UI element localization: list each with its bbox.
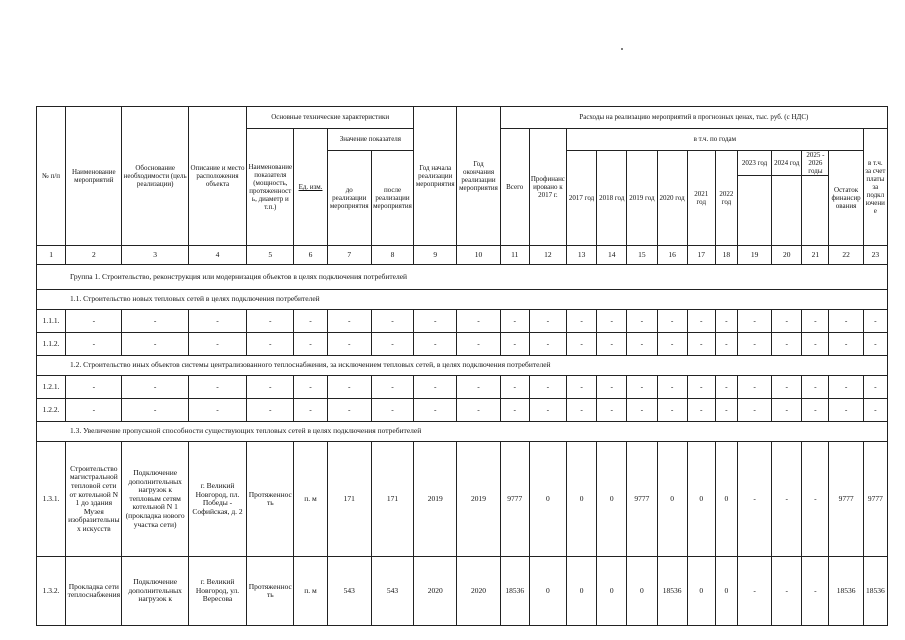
dash-cell: - — [567, 310, 597, 333]
table-row — [37, 557, 888, 626]
row-value-before: 171 — [327, 442, 371, 557]
dash-cell: - — [597, 399, 627, 422]
dash-cell: - — [327, 376, 371, 399]
header-year-2018: 2018 год — [597, 151, 627, 246]
dash-cell: - — [715, 399, 737, 422]
dash-cell: - — [657, 310, 687, 333]
dash-cell: - — [529, 310, 566, 333]
row-year-end: 2020 — [457, 557, 500, 626]
dash-cell: - — [414, 399, 457, 422]
table-row — [37, 399, 888, 422]
dash-cell: - — [529, 399, 566, 422]
dash-cell: - — [457, 399, 500, 422]
row-num: 1.1.1. — [37, 310, 66, 333]
row-remaining: 9777 — [829, 442, 863, 557]
row-year-end: 2019 — [457, 442, 500, 557]
table-row — [37, 442, 888, 557]
section-row — [37, 356, 888, 376]
row-2025-2026: - — [802, 442, 829, 557]
dash-cell: - — [715, 310, 737, 333]
column-number: 20 — [772, 246, 802, 265]
row-2023: - — [737, 557, 771, 626]
column-number: 7 — [327, 246, 371, 265]
dash-cell: - — [66, 310, 122, 333]
dash-cell: - — [247, 376, 294, 399]
header-empty-cell — [737, 176, 771, 246]
dash-cell: - — [657, 333, 687, 356]
dash-cell: - — [371, 333, 413, 356]
dash-cell: - — [247, 399, 294, 422]
row-2019: 0 — [627, 557, 657, 626]
dash-cell: - — [863, 399, 887, 422]
dash-cell: - — [414, 333, 457, 356]
dash-cell: - — [627, 310, 657, 333]
dash-cell: - — [122, 399, 188, 422]
dash-cell: - — [500, 333, 529, 356]
row-incl-fees: 18536 — [863, 557, 887, 626]
row-total: 9777 — [500, 442, 529, 557]
row-2020: 0 — [657, 442, 687, 557]
header-expenses: Расходы на реализацию мероприятий в прогнозных ценах, тыс. руб. (с НДС) — [500, 107, 887, 129]
header-empty-cell — [802, 176, 829, 246]
dash-cell: - — [863, 333, 887, 356]
row-justification: Подключение дополнительных нагрузок к тепловым сетям котельной N 1 (прокладка нового участка сети) — [122, 442, 188, 557]
dash-cell: - — [567, 376, 597, 399]
section-row — [37, 290, 888, 310]
row-value-after: 171 — [371, 442, 413, 557]
dash-cell: - — [122, 333, 188, 356]
dash-cell: - — [597, 333, 627, 356]
column-number: 1 — [37, 246, 66, 265]
column-number: 10 — [457, 246, 500, 265]
dash-cell: - — [627, 376, 657, 399]
dash-cell: - — [371, 376, 413, 399]
dash-cell: - — [737, 399, 771, 422]
dash-cell: - — [529, 333, 566, 356]
header-value-before: до реализации мероприятия — [327, 151, 371, 246]
row-incl-fees: 9777 — [863, 442, 887, 557]
column-number: 9 — [414, 246, 457, 265]
row-2017: 0 — [567, 442, 597, 557]
table-row — [37, 333, 888, 356]
dash-cell: - — [772, 310, 802, 333]
dash-cell: - — [715, 376, 737, 399]
row-location: г. Великий Новгород, ул. Вересова — [188, 557, 246, 626]
header-year-2023: 2023 год — [737, 151, 771, 176]
row-num: 1.2.2. — [37, 399, 66, 422]
dash-cell: - — [863, 310, 887, 333]
column-number: 3 — [122, 246, 188, 265]
dash-cell: - — [66, 399, 122, 422]
row-indicator: Протяженность — [247, 442, 294, 557]
column-number: 15 — [627, 246, 657, 265]
row-num: 1.1.2. — [37, 333, 66, 356]
dash-cell: - — [657, 376, 687, 399]
row-2024: - — [772, 557, 802, 626]
dash-cell: - — [294, 333, 327, 356]
row-name: Строительство магистральной тепловой сети от котельной N 1 до здания Музея изобразительных искусств — [66, 442, 122, 557]
dash-cell: - — [247, 310, 294, 333]
column-number: 6 — [294, 246, 327, 265]
row-indicator: Протяженность — [247, 557, 294, 626]
column-number: 5 — [247, 246, 294, 265]
header-year-2025-2026: 2025 - 2026 годы — [802, 151, 829, 176]
column-number: 18 — [715, 246, 737, 265]
header-num: № п/п — [37, 107, 66, 246]
investment-program-table — [36, 106, 888, 626]
dash-cell: - — [414, 376, 457, 399]
column-number-row — [37, 246, 888, 265]
row-2018: 0 — [597, 557, 627, 626]
header-location: Описание и место расположения объекта — [188, 107, 246, 246]
dash-cell: - — [500, 310, 529, 333]
dash-cell: - — [657, 399, 687, 422]
dash-cell: - — [737, 333, 771, 356]
section-row — [37, 422, 888, 442]
dash-cell: - — [457, 310, 500, 333]
dash-cell: - — [829, 399, 863, 422]
dash-cell: - — [687, 376, 715, 399]
row-2025-2026: - — [802, 557, 829, 626]
dash-cell: - — [829, 310, 863, 333]
dash-cell: - — [567, 333, 597, 356]
dash-cell: - — [737, 310, 771, 333]
dash-cell: - — [371, 399, 413, 422]
header-financed: Профинансировано к 2017 г. — [529, 129, 566, 246]
header-year-end: Год окончания реализации мероприятия — [457, 107, 500, 246]
dash-cell: - — [829, 376, 863, 399]
header-value-after: после реализации мероприятия — [371, 151, 413, 246]
header-name: Наименование мероприятий — [66, 107, 122, 246]
dash-cell: - — [247, 333, 294, 356]
row-value-after: 543 — [371, 557, 413, 626]
row-year-start: 2020 — [414, 557, 457, 626]
row-name: Прокладка сети теплоснабжения — [66, 557, 122, 626]
column-number: 14 — [597, 246, 627, 265]
header-indicator-name: Наименование показателя (мощность, протяженность, диаметр и т.п.) — [247, 129, 294, 246]
column-number: 13 — [567, 246, 597, 265]
dash-cell: - — [122, 376, 188, 399]
dash-cell: - — [802, 333, 829, 356]
row-total: 18536 — [500, 557, 529, 626]
dash-cell: - — [737, 376, 771, 399]
header-by-years: в т.ч. по годам — [567, 129, 864, 151]
header-total: Всего — [500, 129, 529, 246]
section-1-3-title: 1.3. Увеличение пропускной способности существующих тепловых сетей в целях подключения потребителей — [37, 422, 888, 442]
row-num: 1.3.1. — [37, 442, 66, 557]
header-incl-fees: в т.ч. за счет платы за подключение — [863, 129, 887, 246]
dash-cell: - — [597, 310, 627, 333]
row-num: 1.2.1. — [37, 376, 66, 399]
dash-cell: - — [802, 376, 829, 399]
row-location: г. Великий Новгород, пл. Победы - Софийская, д. 2 — [188, 442, 246, 557]
column-number: 17 — [687, 246, 715, 265]
row-2021: 0 — [687, 557, 715, 626]
header-empty-cell — [772, 176, 802, 246]
row-2022: 0 — [715, 442, 737, 557]
dash-cell: - — [294, 310, 327, 333]
dash-cell: - — [327, 333, 371, 356]
header-remaining: Остаток финансирования — [829, 151, 863, 246]
dash-cell: - — [327, 399, 371, 422]
row-year-start: 2019 — [414, 442, 457, 557]
row-num: 1.3.2. — [37, 557, 66, 626]
row-value-before: 543 — [327, 557, 371, 626]
header-year-2021: 2021 год — [687, 151, 715, 246]
row-justification: Подключение дополнительных нагрузок к — [122, 557, 188, 626]
row-financed: 0 — [529, 557, 566, 626]
table-row — [37, 376, 888, 399]
dash-cell: - — [188, 333, 246, 356]
row-unit: п. м — [294, 557, 327, 626]
column-number: 23 — [863, 246, 887, 265]
header-year-start: Год начала реализации мероприятия — [414, 107, 457, 246]
column-number: 4 — [188, 246, 246, 265]
column-number: 22 — [829, 246, 863, 265]
column-number: 8 — [371, 246, 413, 265]
dash-cell: - — [627, 399, 657, 422]
dash-cell: - — [687, 333, 715, 356]
dash-cell: - — [371, 310, 413, 333]
header-indicator-value: Значение показателя — [327, 129, 414, 151]
dash-cell: - — [863, 376, 887, 399]
row-remaining: 18536 — [829, 557, 863, 626]
dash-cell: - — [772, 376, 802, 399]
dash-cell: - — [687, 310, 715, 333]
dash-cell: - — [529, 376, 566, 399]
column-number: 16 — [657, 246, 687, 265]
dash-cell: - — [294, 376, 327, 399]
row-2020: 18536 — [657, 557, 687, 626]
dash-cell: - — [829, 333, 863, 356]
header-year-2019: 2019 год — [627, 151, 657, 246]
dash-cell: - — [188, 399, 246, 422]
row-2023: - — [737, 442, 771, 557]
dash-cell: - — [188, 376, 246, 399]
row-unit: п. м — [294, 442, 327, 557]
row-2018: 0 — [597, 442, 627, 557]
dash-cell: - — [122, 310, 188, 333]
row-2022: 0 — [715, 557, 737, 626]
dash-cell: - — [772, 399, 802, 422]
dash-cell: - — [597, 376, 627, 399]
column-number: 21 — [802, 246, 829, 265]
group-row — [37, 265, 888, 290]
dash-cell: - — [66, 333, 122, 356]
header-unit: Ед. изм. — [294, 129, 327, 246]
dash-cell: - — [772, 333, 802, 356]
row-2017: 0 — [567, 557, 597, 626]
dash-cell: - — [188, 310, 246, 333]
header-year-2017: 2017 год — [567, 151, 597, 246]
column-number: 12 — [529, 246, 566, 265]
dash-cell: - — [457, 376, 500, 399]
dash-cell: - — [500, 399, 529, 422]
dash-cell: - — [414, 310, 457, 333]
column-number: 11 — [500, 246, 529, 265]
dash-cell: - — [802, 399, 829, 422]
group-1-title: Группа 1. Строительство, реконструкция или модернизация объектов в целях подключения потребителей — [37, 265, 888, 290]
table-row — [37, 310, 888, 333]
section-1-1-title: 1.1. Строительство новых тепловых сетей в целях подключения потребителей — [37, 290, 888, 310]
dash-cell: - — [687, 399, 715, 422]
dash-cell: - — [327, 310, 371, 333]
header-tech-characteristics: Основные технические характеристики — [247, 107, 414, 129]
row-2019: 9777 — [627, 442, 657, 557]
dash-cell: - — [457, 333, 500, 356]
row-2021: 0 — [687, 442, 715, 557]
dash-cell: - — [294, 399, 327, 422]
row-financed: 0 — [529, 442, 566, 557]
header-year-2024: 2024 год — [772, 151, 802, 176]
dash-cell: - — [567, 399, 597, 422]
dash-cell: - — [627, 333, 657, 356]
scan-speck — [621, 48, 623, 50]
header-year-2022: 2022 год — [715, 151, 737, 246]
dash-cell: - — [500, 376, 529, 399]
dash-cell: - — [802, 310, 829, 333]
row-2024: - — [772, 442, 802, 557]
header-year-2020: 2020 год — [657, 151, 687, 246]
dash-cell: - — [66, 376, 122, 399]
column-number: 2 — [66, 246, 122, 265]
header-justification: Обоснование необходимости (цель реализации) — [122, 107, 188, 246]
section-1-2-title: 1.2. Строительство иных объектов системы централизованного теплоснабжения, за исключением тепловых сетей, в целях подключения потребителей — [37, 356, 888, 376]
column-number: 19 — [737, 246, 771, 265]
dash-cell: - — [715, 333, 737, 356]
